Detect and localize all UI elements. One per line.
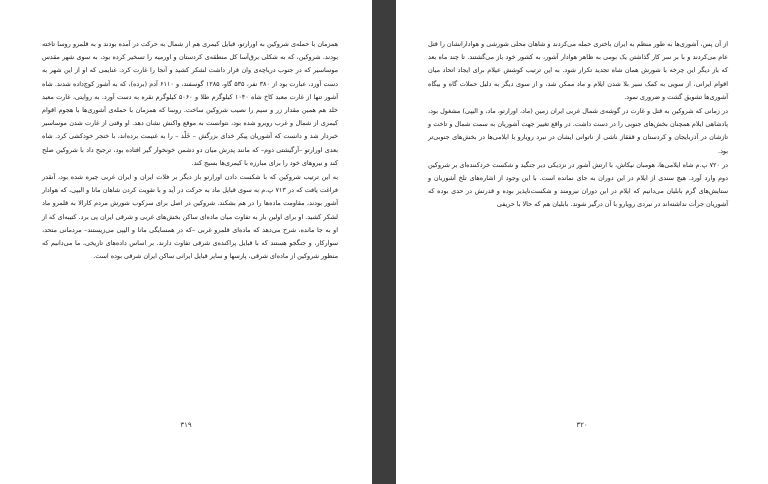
- paragraph: به این ترتیب شروکین که با شکست دادن اورارتو باز دیگر بر فلات ایران و ایران غربی چیره شده بود، آنقدر فراغت یافت که در ۷۱۳ پ.م به سوی قبایل ماد به حرکت در آید و با تقویت کردن شاهان مانا و الیپی، که هوادار آشور بودند، مقاومت ماده‌ها را در هم بشکند. شروکین در اصل برای سرکوب شورش مردم کارالا به قلمرو ماد لشکر کشید. او برای اولین بار به تفاوت میان ماده‌ای ساکن بخش‌های غربی و شرقی ایران پی برد. کتیبه‌ای که از او به جا مانده، شرح می‌دهد که ماده‌ای قلمرو غربی –که در همسایگی مانا و الیپی می‌زیستند– مردمانی متحد، سوارکار، و جنگجو هستند که با قبایل پراکنده‌ی شرقی تفاوت دارند. بر اساس داده‌های تاریخی، ما می‌دانیم که منظور شروکین از ماده‌ای شرقی، پارسها و سایر قبایل ایرانی ساکن ایران شرقی بوده است.: [42, 173, 338, 261]
- left-page: [0, 0, 372, 484]
- right-page-text: [428, 38, 728, 213]
- paragraph: همزمان با حمله‌ی شروکین به اورارتو، قبایل کیمری هم از شمال به حرکت در آمده بودند و به قلمرو روسا تاخته بودند. شروکین، که به شکلی برق‌آسا کل منطقه‌ی کردستان و اورمیه را تسخیر کرده بود، به سوی شهر مقدس موساسیر که در جنوب دریاچه‌ی وان قرار داشت لشکر کشید و آنجا را غارت کرد. غنایمی که او از این شهر به دست آورد، عبارت بود از ۳۸۰ نفر، ۵۳۵ گاو، ۱۲۸۵ گوسفند، و ۶۱۱۰ آدم (برده)، که به آشور کوچ‌داده شدند. شاه آشور تنها از غارت معبد کاخ شاه ۱۰۴۰ کیلوگرم طلا و ۵۰۶۰ کیلوگرم نقره به دست آورد. به روایتی، غارت معبد خلد هم همین مقدار زر و سیم را نصیب شروکین ساخت. روسا که همزمان با حمله‌ی آشوری‌ها با هجوم اقوام کیمری از شمال و غرب روبرو شده بود، نتوانست به موقع واکنش نشان دهد. او وقتی از غارت شدن موساسیر خبردار شد و دانست که آشوریان پیکر خدای بزرگش – خَلْد – را به غنیمت برده‌اند، با خنجر خودکشی کرد. شاه بعدی اورارتو –آرگیشتی دوم– که مانند پدرش میان دو دشمن خونخوار گیر افتاده بود، ترجیح داد با شروکین صلح کند و نیروهای خود را برای مبارزه با کیمری‌ها بسیج کند.: [42, 40, 338, 167]
- left-page-text: [42, 38, 338, 264]
- paragraph: در زمانی که شروکین به قتل و غارت در گوشه‌ی شمال غربی ایران زمین (ماد، اورارتو، ماد، و الیپی) مشغول بود، پادشاهی ایلام همچنان بخش‌های جنوبی را در دست داشت. در واقع تغییر جهت آشوریان به سمت شمال و تاخت و تازشان در آذربایجان و کردستان و قفقاز ناشی از ناتوانی ایشان در نبرد رویارو با ایلامی‌ها در بخش‌های جنوبی‌تر بود.: [428, 107, 728, 155]
- paragraph: در ۷۲۰ پ.م شاه ایلامی‌ها، هومبان نیکاش، با ارتش آشور در نزدیکی دیر جنگید و شکست خردکننده‌ای بر شروکین دوم وارد آورد. هیچ سندی از ایلام در این دوران به جای نمانده است. با این وجود از اشاره‌های تلخ آشوریان و ستایش‌های گرم بابلیان می‌دانیم که ایلام در این دوران نیرومند و شکست‌ناپذیر بوده و قدرتش در حدی بوده که آشوریان جرأت نداشته‌اند در نبردی رویارو با آن درگیر شوند. بابلیان هم که حالا با حریفی: [428, 160, 728, 209]
- page-number: ۳۲۰: [576, 421, 588, 429]
- book-gutter: [372, 0, 396, 484]
- paragraph: از آن پس، آشوری‌ها به طور منظم به ایران باختری حمله می‌کردند و شاهان محلی شورشی و هوادارانشان را قتل عام می‌کردند و با بر سر کار گذاشتن یک بومی به ظاهر هوادار آشور، به کشور خود باز می‌گشتند. تا چند ماه بعد که باز دیگر این چرخه با شورش همان شاه تجدید تکرار شود. به این ترتیب کوشش عیلام برای ایجاد اتحاد میان اقوام ایرانی، از سویی به کمک سیر بلا شدن ایلام و ماد ممکن شد، و از سوی دیگر به دلیل حملات گاه و بیگاه آشوری‌ها تشویق گشت و ضروری نمود.: [428, 40, 728, 101]
- right-page: [396, 0, 768, 484]
- page-number: ۳۱۹: [180, 421, 192, 429]
